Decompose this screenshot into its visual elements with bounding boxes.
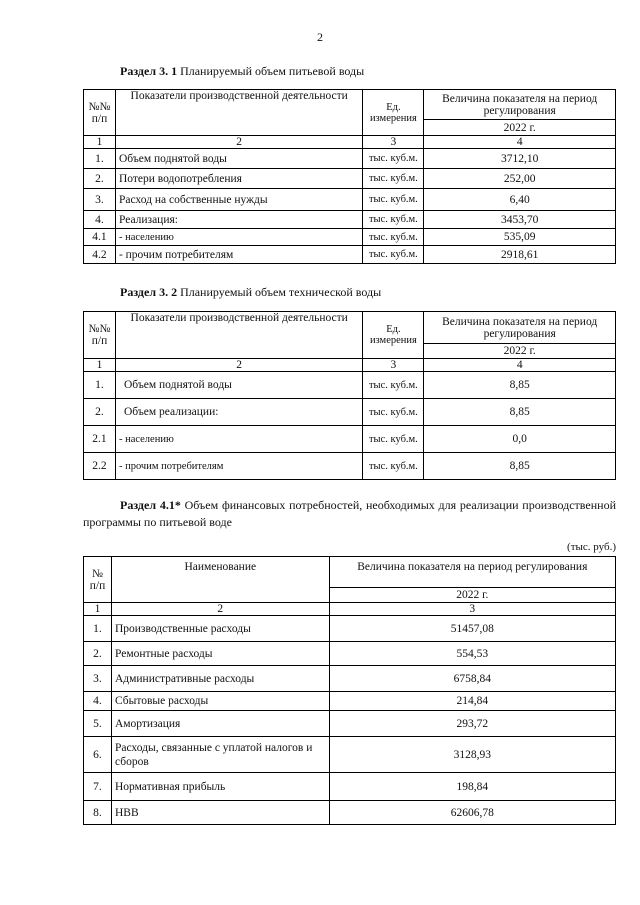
- column-numbers-row: [84, 603, 616, 616]
- row-unit: тыс. куб.м.: [363, 229, 424, 246]
- colnum-3: 3: [363, 136, 424, 149]
- row-value: 293,72: [329, 711, 615, 737]
- row-name: - прочим потребителям: [115, 246, 362, 264]
- row-num: 2.: [84, 169, 116, 189]
- header-name: Наименование: [111, 557, 329, 603]
- row-unit: тыс. куб.м.: [363, 189, 424, 211]
- row-num: 2.2: [84, 453, 116, 480]
- row-value: 6,40: [424, 189, 616, 211]
- header-value: Величина показателя на период регулирования: [329, 557, 615, 588]
- table-row: [84, 189, 616, 211]
- row-unit: тыс. куб.м.: [363, 426, 424, 453]
- row-unit: тыс. куб.м.: [363, 399, 424, 426]
- colnum-4: 4: [424, 359, 616, 372]
- colnum-2: 2: [111, 603, 329, 616]
- row-name: Нормативная прибыль: [111, 773, 329, 801]
- table-row: [84, 169, 616, 189]
- row-value: 214,84: [329, 692, 615, 711]
- row-name: - населению: [115, 426, 362, 453]
- row-name: Расходы, связанные с уплатой налогов и сборов: [111, 737, 329, 773]
- row-num: 3.: [84, 666, 112, 692]
- table-row: [84, 426, 616, 453]
- technical-water-volume-table: [83, 311, 616, 480]
- row-num: 4.: [84, 692, 112, 711]
- column-numbers-row: [84, 136, 616, 149]
- table-row: [84, 711, 616, 737]
- header-value: Величина показателя на период регулирования: [424, 90, 616, 120]
- row-name: Амортизация: [111, 711, 329, 737]
- header-num: № п/п: [84, 557, 112, 603]
- units-note: (тыс. руб.): [567, 541, 616, 553]
- header-num: №№ п/п: [84, 312, 116, 359]
- row-num: 1.: [84, 149, 116, 169]
- section-3-1-heading: [120, 64, 364, 79]
- row-name: Потери водопотребления: [115, 169, 362, 189]
- page-number: 2: [317, 30, 323, 44]
- row-num: 5.: [84, 711, 112, 737]
- header-year: 2022 г.: [424, 344, 616, 359]
- table-row: [84, 801, 616, 825]
- table-row: [84, 642, 616, 666]
- header-indicator: Показатели производственной деятельности: [115, 90, 362, 136]
- table-row: [84, 246, 616, 264]
- colnum-2: 2: [115, 359, 362, 372]
- table-row: [84, 773, 616, 801]
- row-value: 3453,70: [424, 211, 616, 229]
- table-row: [84, 616, 616, 642]
- row-num: 7.: [84, 773, 112, 801]
- section-3-2-number: Раздел 3. 2: [120, 285, 178, 299]
- row-value: 8,85: [424, 453, 616, 480]
- row-num: 2.: [84, 399, 116, 426]
- section-3-1-title: Планируемый объем питьевой воды: [177, 64, 365, 78]
- row-name: Объем поднятой воды: [115, 372, 362, 399]
- header-unit: Ед. измерения: [363, 90, 424, 136]
- row-value: 198,84: [329, 773, 615, 801]
- colnum-4: 4: [424, 136, 616, 149]
- row-name: НВВ: [111, 801, 329, 825]
- header-value: Величина показателя на период регулирования: [424, 312, 616, 344]
- row-name: - прочим потребителям: [115, 453, 362, 480]
- row-value: 3712,10: [424, 149, 616, 169]
- row-name: Производственные расходы: [111, 616, 329, 642]
- table-row: [84, 211, 616, 229]
- row-value: 51457,08: [329, 616, 615, 642]
- table-row: [84, 737, 616, 773]
- row-unit: тыс. куб.м.: [363, 169, 424, 189]
- colnum-1: 1: [84, 603, 112, 616]
- row-unit: тыс. куб.м.: [363, 211, 424, 229]
- row-value: 535,09: [424, 229, 616, 246]
- row-value: 0,0: [424, 426, 616, 453]
- colnum-3: 3: [363, 359, 424, 372]
- row-value: 554,53: [329, 642, 615, 666]
- row-num: 6.: [84, 737, 112, 773]
- row-value: 252,00: [424, 169, 616, 189]
- section-3-2-heading: [120, 285, 381, 300]
- row-value: 3128,93: [329, 737, 615, 773]
- row-num: 1.: [84, 372, 116, 399]
- table-row: [84, 149, 616, 169]
- row-value: 6758,84: [329, 666, 615, 692]
- row-name: Сбытовые расходы: [111, 692, 329, 711]
- header-year: 2022 г.: [424, 120, 616, 136]
- colnum-1: 1: [84, 136, 116, 149]
- row-value: 8,85: [424, 372, 616, 399]
- header-year: 2022 г.: [329, 588, 615, 603]
- table-row: [84, 453, 616, 480]
- row-num: 2.: [84, 642, 112, 666]
- row-num: 1.: [84, 616, 112, 642]
- row-name: - населению: [115, 229, 362, 246]
- row-name: Объем поднятой воды: [115, 149, 362, 169]
- row-unit: тыс. куб.м.: [363, 453, 424, 480]
- financial-needs-table: [83, 556, 616, 825]
- table-row: [84, 372, 616, 399]
- row-num: 3.: [84, 189, 116, 211]
- section-3-1-number: Раздел 3. 1: [120, 64, 178, 78]
- row-num: 2.1: [84, 426, 116, 453]
- row-name: Расход на собственные нужды: [115, 189, 362, 211]
- colnum-1: 1: [84, 359, 116, 372]
- row-num: 8.: [84, 801, 112, 825]
- row-unit: тыс. куб.м.: [363, 149, 424, 169]
- header-num: №№ п/п: [84, 90, 116, 136]
- row-name: Реализация:: [115, 211, 362, 229]
- row-name: Ремонтные расходы: [111, 642, 329, 666]
- row-num: 4.1: [84, 229, 116, 246]
- section-3-2-title: Планируемый объем технической воды: [177, 285, 382, 299]
- colnum-3: 3: [329, 603, 615, 616]
- row-value: 62606,78: [329, 801, 615, 825]
- table-row: [84, 229, 616, 246]
- row-name: Административные расходы: [111, 666, 329, 692]
- row-num: 4.2: [84, 246, 116, 264]
- section-4-1-number: Раздел 4.1*: [120, 498, 181, 512]
- column-numbers-row: [84, 359, 616, 372]
- table-row: [84, 692, 616, 711]
- row-name: Объем реализации:: [115, 399, 362, 426]
- row-num: 4.: [84, 211, 116, 229]
- section-4-1-title: Объем финансовых потребностей, необходимых для реализации производственной программы по питьевой воде: [83, 498, 616, 529]
- row-value: 2918,61: [424, 246, 616, 264]
- row-unit: тыс. куб.м.: [363, 246, 424, 264]
- drinking-water-volume-table: [83, 89, 616, 264]
- table-row: [84, 666, 616, 692]
- header-unit: Ед. измерения: [363, 312, 424, 359]
- row-unit: тыс. куб.м.: [363, 372, 424, 399]
- header-indicator: Показатели производственной деятельности: [115, 312, 362, 359]
- row-value: 8,85: [424, 399, 616, 426]
- table-row: [84, 399, 616, 426]
- colnum-2: 2: [115, 136, 362, 149]
- section-4-1-heading: [83, 497, 616, 531]
